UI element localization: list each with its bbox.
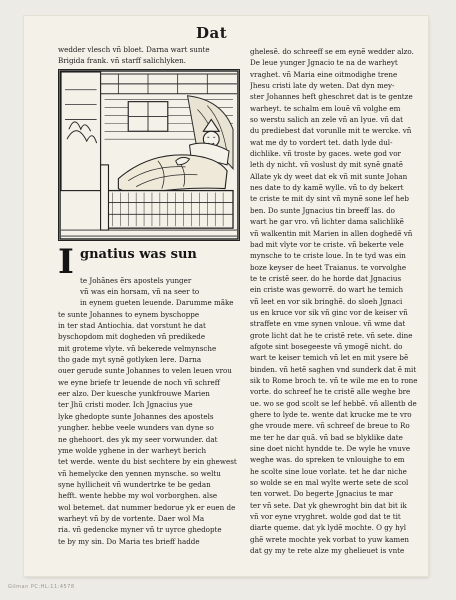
left-lines-before-illustration [58, 44, 244, 67]
book-leaf [24, 16, 428, 576]
text-line: ghere to lyde te. wente dat krucke me te vro [250, 410, 412, 419]
text-line: so werstu salich an zele vñ an lyue. vñ dat [250, 115, 403, 125]
text-line: te by my sin. Do Maria tes brieff hadde [58, 536, 200, 546]
text-line: ghelesẽ. do schreeff se em eynẽ wedder alzo. [250, 47, 414, 56]
text-line: us en kruce vor sik vñ ginc vor de keiser vñ [250, 307, 408, 317]
pencil-inscription: Gilman PC:HL:11:4578 [8, 584, 75, 590]
text-line: Brigida frank. vñ starff salichlyken. [58, 56, 186, 66]
text-line: weghe was. do spreken te vnlouighe to em [250, 455, 405, 465]
text-line: mit groteme vlyte. vñ bekerede velmynsche [58, 343, 217, 353]
left-body-lines [58, 309, 244, 547]
text-line: wart he gar vro. vñ lichter dama salichlikẽ [250, 217, 404, 227]
text-line: in eynem gueten leuende. Darumme mãke [80, 298, 234, 308]
text-line: ter vñ sete. Dat yk ghewroght bin dat bit ik [250, 500, 407, 510]
text-line: nes date to dy kamẽ wylle. vñ to dy bekert [250, 183, 404, 193]
text-line: warheyt vñ by de vortente. Daer wol Ma [58, 513, 205, 523]
left-indented-lines [58, 275, 244, 309]
text-line: syne hyllicheit vñ wundertrke te be gedan [58, 479, 211, 489]
text-line: vraghet. vñ Maria eine oitmodighe trene [250, 69, 398, 79]
text-line: De leue yunger Jgnacio te na de warheyt [250, 58, 398, 68]
chapter-heading-text: gnatius was sun [80, 246, 197, 262]
text-line: wedder vlesch vñ bloet. Darna wart sunte [58, 45, 210, 54]
left-column [58, 44, 244, 547]
text-line: vñ was ein horsam, vñ na seer to [80, 287, 200, 297]
text-line: in ter stad Antiochia. dat vorstunt he dat [58, 321, 206, 331]
text-line: yme wolde yghene in der warheyt berich [58, 445, 207, 455]
text-line: we eyne briefe tr leuende de noch vñ schreff [58, 377, 220, 387]
text-line: ue. wo se god scolt se lef hebbẽ. vñ allentb de [250, 398, 417, 408]
running-head: Dat [196, 24, 228, 42]
text-line: diarte queme. dat yk lydẽ mochte. O gy hyl [250, 523, 407, 533]
text-line: warheyt. te schalm em louẽ vñ volghe em [250, 103, 401, 113]
right-body-lines [250, 46, 434, 556]
text-line: grote licht dat he te cristẽ rete. vñ sete. dine [250, 330, 413, 340]
text-line: vñ hemelycke den yennen mynsche. so weltu [58, 468, 221, 478]
text-line: me ter he dar quã. vñ bad se blyklike date [250, 432, 403, 442]
right-column [250, 46, 434, 556]
text-line: sik to Rome broch te. vñ te wile me en to rone [250, 375, 418, 385]
text-line: du prediebest dat vorunlle mit te wercke. vñ [250, 126, 412, 136]
text-line: Allate yk dy weet dat ek vñ mit sunte Johan [250, 171, 408, 181]
text-line: wol betemet. dat nummer bedorue yk er euen de [58, 502, 236, 512]
text-line: so wolde se en mal wylte werte sete de scol [250, 478, 409, 488]
text-line: te sunte Johannes to eynem byschoppe [58, 309, 200, 319]
text-line: binden. vñ hetẽ saghen vnd sunderk dat ẽ mit [250, 364, 417, 374]
text-line: te Johãnes ẽrs apostels yunger [80, 275, 192, 285]
text-line: tet werde. wente du bist sechtere by ein ghewest [58, 457, 237, 467]
text-line: yungher. hebbe veele wunders van dyne so [58, 423, 214, 433]
text-line: ouer gerude sunte Johannes to velen leuen vrou [58, 366, 232, 376]
text-line: bad mit vlyte vor te criste. vñ bekerte vele [250, 239, 404, 249]
text-line: dichlike. vñ troste by gaces. wete god vor [250, 149, 401, 159]
text-line: he scolte sine loue vorlate. tet he dar niche [250, 466, 407, 476]
text-line: te te cristẽ seer. do he horde dat Jgnacius [250, 273, 402, 283]
text-line: sine doet nicht hyndde te. De wyle he vnuve [250, 444, 411, 454]
woodcut-illustration [58, 69, 240, 241]
text-line: ben. Do sunte Jgnacius tin breeff las. do [250, 205, 395, 215]
text-line: ein criste was geworrẽ. do wart he temich [250, 285, 404, 295]
text-line: wat me dy to vordert tet. dath lyde dul- [250, 137, 393, 147]
text-line: vñ leet en vor sik bringhẽ. do sloeh Jgnaci [250, 296, 403, 306]
text-line: byschopdom mit dogheden vñ predikede [58, 332, 206, 342]
text-line: te criste te mit dy sint vñ mynẽ sone lef heb [250, 194, 409, 204]
text-line: Jhesu cristi late dy weten. Dat dyn mey- [250, 81, 395, 91]
text-line: mynsche to te criste loue. In te tyd was ein [250, 251, 406, 261]
text-line: vñ vor eyne vryghret. wolde god dat te tit [250, 512, 401, 522]
text-line: ter Jhũ cristi moder. Ich Jgnacius yue [58, 400, 193, 410]
text-line: ne ghehoort. des yk my seer vorwunder. dat [58, 434, 218, 444]
text-line: ghẽ wrete mochte yek vorbat to yuw kamen [250, 534, 410, 544]
text-line: lyke ghedopte sunte Johannes des apostels [58, 411, 214, 421]
woodcut-image [59, 70, 239, 240]
text-line: hefft. wente hebbe my wol vorborghen. alse [58, 491, 218, 501]
text-line: ghe vroude mere. vñ schreef de breue to Ro [250, 421, 410, 431]
text-line: vorte. do schreef he te cristẽ alle weghe bre [250, 387, 411, 397]
text-line: tho gade myt synẽ gotlyken lere. Darna [58, 355, 202, 365]
text-line: eer alzo. Der kuesche yunkfrouwe Marien [58, 389, 210, 399]
text-line: dat gy my te rete alze my ghelieuet is vnte [250, 546, 405, 556]
text-line: ten vorwet. Do begerte Jgnacius te mar [250, 489, 394, 499]
text-line: afgote sint bosegeeste vñ ymogẽ nicht. do [250, 341, 403, 351]
text-line: wart te keiser temich vñ let en mit ysere bẽ [250, 353, 409, 363]
text-line: leth dy nicht. vñ voslust dy mit synẽ gnatẽ [250, 160, 403, 170]
text-line: ster Johannes heft gheschret dat is te gentze [250, 92, 413, 102]
text-line: straffete en vme synen vnloue. vñ wme dat [250, 319, 406, 329]
decorated-initial: I [58, 241, 74, 282]
text-line: ria. vñ gedencke myner vñ tr uyrce ghedopte [58, 525, 222, 535]
text-line: boze keyser de heet Traianus. te vorvolghe [250, 262, 407, 272]
text-line: vñ walkentin mit Marien in allen doghedẽ vñ [250, 228, 413, 238]
